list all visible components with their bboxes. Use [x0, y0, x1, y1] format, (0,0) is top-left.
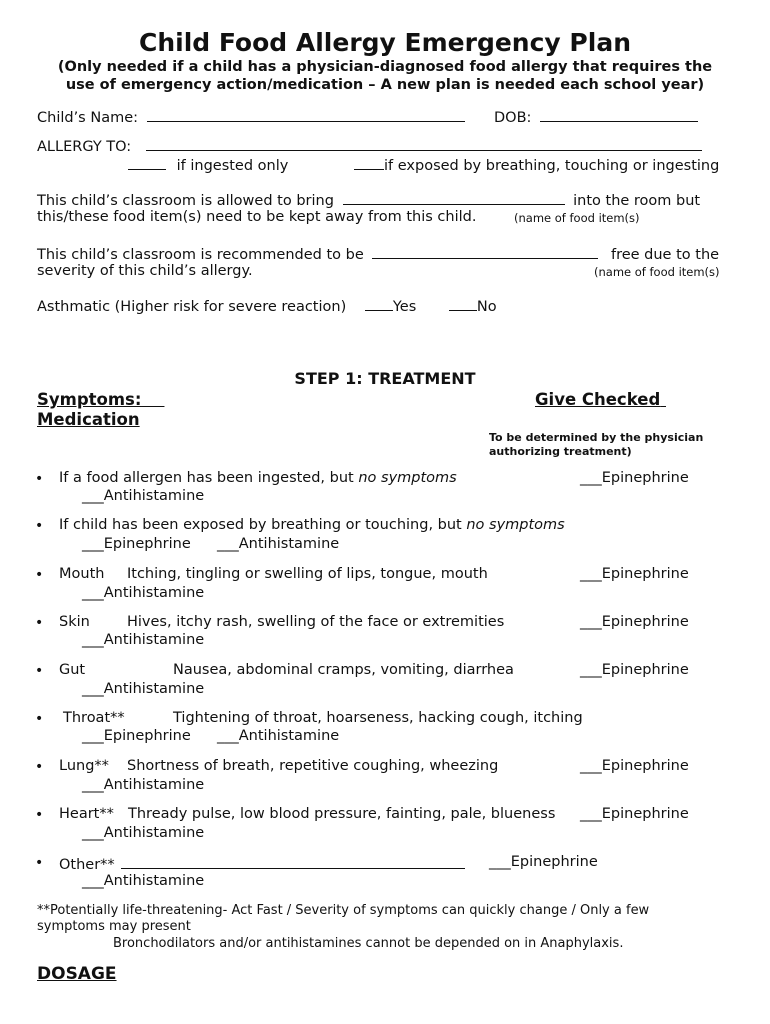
- bullet-icon: •: [35, 518, 44, 534]
- bring-food-note: (name of food item(s): [514, 211, 640, 225]
- symptom-gut-epinephrine[interactable]: ___Epinephrine: [580, 662, 689, 678]
- bring-suffix: into the room but: [573, 193, 701, 209]
- footer-note-1: **Potentially life-threatening- Act Fast / Severity of symptoms can quickly change / Only a few: [37, 903, 650, 918]
- symptom-throat-text: Tightening of throat, hoarseness, hacking cough, itching: [173, 710, 583, 726]
- bullet-icon: •: [35, 471, 44, 487]
- symptom-mouth-text: Itching, tingling or swelling of lips, tongue, mouth: [127, 566, 488, 582]
- allergy-row: [37, 136, 702, 155]
- symptom-gut-category: Gut: [59, 662, 86, 678]
- dob-label: DOB:: [494, 110, 532, 126]
- ingested-only-option: [128, 155, 288, 174]
- symptom-mouth-antihistamine[interactable]: ___Antihistamine: [82, 585, 205, 601]
- symptom-other-epinephrine[interactable]: ___Epinephrine: [489, 854, 598, 870]
- bullet-icon: •: [35, 567, 44, 583]
- footer-note-2: symptoms may present: [37, 919, 191, 934]
- symptom-throat-category: Throat**: [63, 710, 125, 726]
- bullet-icon: •: [35, 615, 44, 631]
- symptom-other-category: Other**: [59, 857, 115, 873]
- bring-food-field[interactable]: [343, 190, 565, 205]
- child-name-label: Child’s Name:: [37, 110, 139, 126]
- bring-row: [37, 190, 700, 209]
- free-line2: severity of this child’s allergy.: [37, 263, 253, 279]
- free-food-field[interactable]: [372, 244, 598, 259]
- bullet-icon: •: [35, 759, 44, 775]
- free-prefix: This child’s classroom is recommended to be: [37, 247, 364, 263]
- symptom-exposed-epinephrine[interactable]: ___Epinephrine: [82, 536, 191, 552]
- symptom-gut-antihistamine[interactable]: ___Antihistamine: [82, 681, 205, 697]
- symptom-skin-antihistamine[interactable]: ___Antihistamine: [82, 632, 205, 648]
- dob-field[interactable]: [540, 107, 698, 122]
- child-name-row: [37, 107, 465, 126]
- symptom-exposed-text: If child has been exposed by breathing or touching, but no symptoms: [59, 517, 565, 533]
- bullet-icon: •: [35, 711, 44, 727]
- symptom-throat-epinephrine[interactable]: ___Epinephrine: [82, 728, 191, 744]
- physician-note-1: To be determined by the physician: [489, 431, 704, 444]
- subtitle-line-1: (Only needed if a child has a physician-diagnosed food allergy that requires the: [57, 59, 713, 75]
- give-checked-header: Give Checked: [535, 390, 661, 409]
- symptom-other-row: [59, 854, 465, 873]
- symptom-skin-epinephrine[interactable]: ___Epinephrine: [580, 614, 689, 630]
- symptom-skin-text: Hives, itchy rash, swelling of the face or extremities: [127, 614, 505, 630]
- symptom-mouth-epinephrine[interactable]: ___Epinephrine: [580, 566, 689, 582]
- physician-note-2: authorizing treatment): [489, 445, 632, 458]
- allergy-label: ALLERGY TO:: [37, 139, 132, 155]
- symptom-other-antihistamine[interactable]: ___Antihistamine: [82, 873, 205, 889]
- exposed-label: if exposed by breathing, touching or ingesting: [384, 158, 720, 174]
- symptom-lung-category: Lung**: [59, 758, 109, 774]
- symptom-lung-epinephrine[interactable]: ___Epinephrine: [580, 758, 689, 774]
- dosage-heading: DOSAGE: [37, 964, 117, 984]
- symptom-skin-category: Skin: [59, 614, 90, 630]
- subtitle-line-2: use of emergency action/medication – A new plan is needed each school year): [65, 77, 705, 93]
- asthmatic-yes-blank[interactable]: [365, 296, 393, 311]
- step1-heading: STEP 1: TREATMENT: [294, 369, 476, 388]
- symptom-ingested-epinephrine[interactable]: ___Epinephrine: [580, 470, 689, 486]
- bullet-icon: •: [35, 855, 44, 871]
- asthmatic-no-blank[interactable]: [449, 296, 477, 311]
- bring-line2: this/these food item(s) need to be kept away from this child.: [37, 209, 477, 225]
- page-title: Child Food Allergy Emergency Plan: [138, 28, 631, 57]
- free-suffix: free due to the: [610, 247, 720, 263]
- ingested-only-blank[interactable]: [128, 155, 166, 170]
- asthmatic-yes-label: Yes: [392, 299, 417, 315]
- symptom-ingested-antihistamine[interactable]: ___Antihistamine: [82, 488, 205, 504]
- symptom-ingested-text: If a food allergen has been ingested, but no symptoms: [59, 470, 457, 486]
- dob-row: [494, 107, 698, 126]
- symptom-gut-text: Nausea, abdominal cramps, vomiting, diarrhea: [173, 662, 514, 678]
- free-row: [37, 244, 719, 263]
- symptom-lung-text: Shortness of breath, repetitive coughing, wheezing: [127, 758, 499, 774]
- bring-prefix: This child’s classroom is allowed to bring: [37, 193, 334, 209]
- child-name-field[interactable]: [147, 107, 465, 122]
- free-food-note: (name of food item(s): [594, 265, 720, 279]
- footer-note-3: Bronchodilators and/or antihistamines cannot be depended on in Anaphylaxis.: [113, 936, 624, 951]
- symptom-heart-epinephrine[interactable]: ___Epinephrine: [580, 806, 689, 822]
- symptom-lung-antihistamine[interactable]: ___Antihistamine: [82, 777, 205, 793]
- symptom-exposed-antihistamine[interactable]: ___Antihistamine: [217, 536, 340, 552]
- asthmatic-label: Asthmatic (Higher risk for severe reaction): [37, 299, 347, 315]
- bullet-icon: •: [35, 807, 44, 823]
- ingested-only-label: if ingested only: [176, 158, 289, 174]
- exposed-blank[interactable]: [354, 155, 384, 170]
- symptom-heart-category: Heart**: [59, 806, 114, 822]
- symptom-heart-text: Thready pulse, low blood pressure, fainting, pale, blueness: [128, 806, 556, 822]
- exposed-option: [354, 155, 719, 174]
- symptom-mouth-category: Mouth: [59, 566, 105, 582]
- allergy-field[interactable]: [146, 136, 702, 151]
- symptom-other-field[interactable]: [121, 854, 465, 869]
- bullet-icon: •: [35, 663, 44, 679]
- asthmatic-row: [37, 296, 497, 315]
- asthmatic-no-label: No: [476, 299, 497, 315]
- medication-header: Medication: [37, 410, 140, 429]
- symptom-throat-antihistamine[interactable]: ___Antihistamine: [217, 728, 340, 744]
- symptoms-header: Symptoms:: [37, 390, 142, 409]
- symptom-heart-antihistamine[interactable]: ___Antihistamine: [82, 825, 205, 841]
